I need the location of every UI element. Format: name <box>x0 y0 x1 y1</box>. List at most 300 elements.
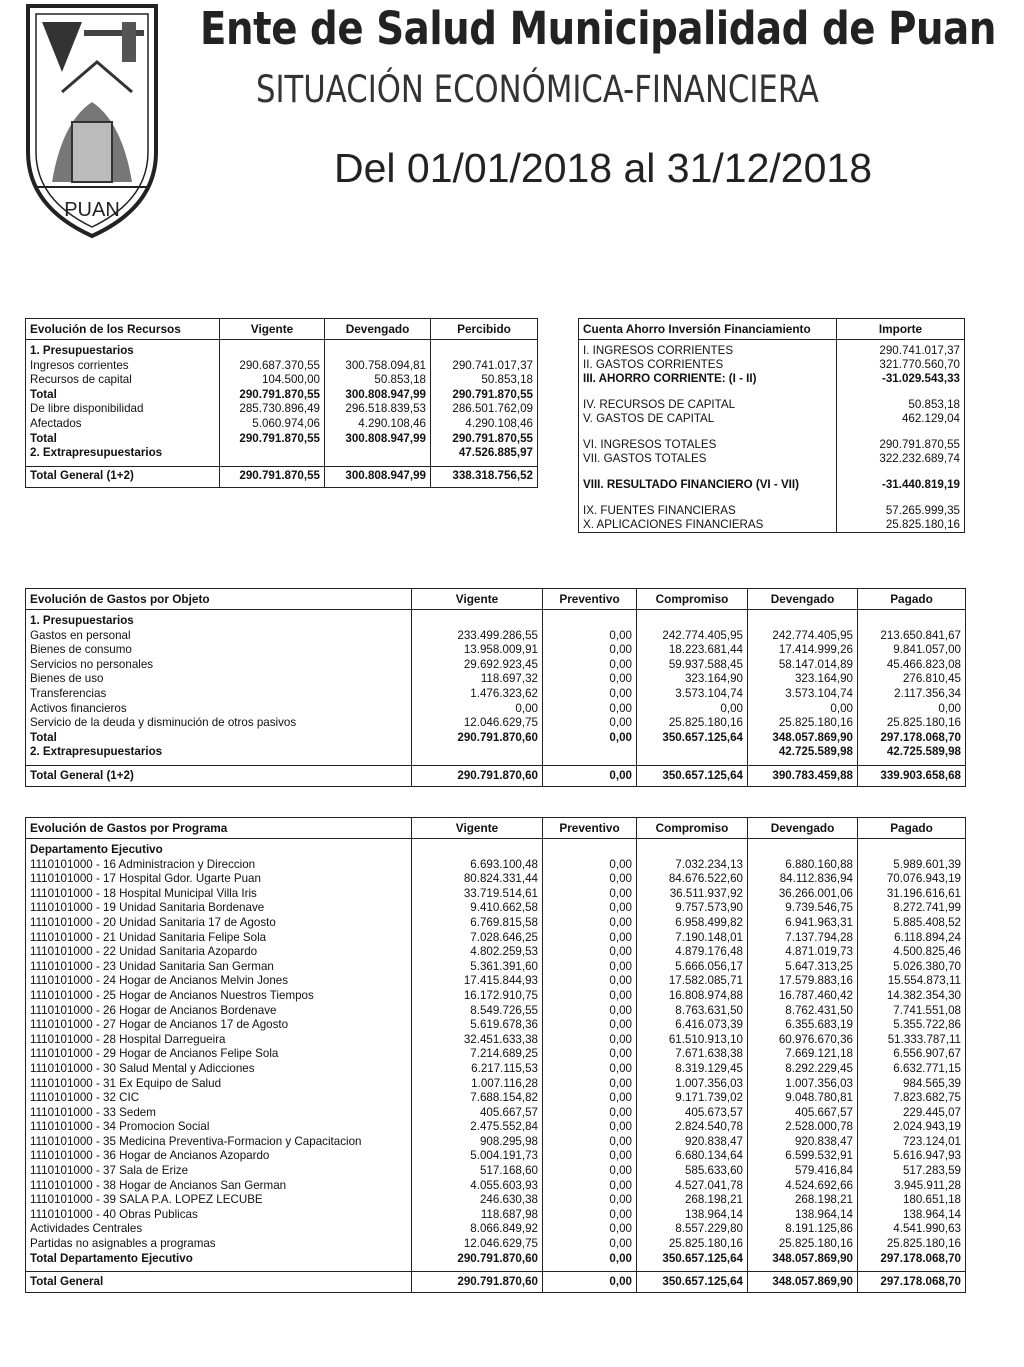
recursos-header-percibido: Percibido <box>431 319 538 340</box>
compromiso-cell: 2.824.540,78 <box>637 1120 748 1135</box>
vigente-cell: 517.168,60 <box>412 1164 543 1179</box>
row-label: II. GASTOS CORRIENTES <box>579 358 837 372</box>
preventivo-cell: 0,00 <box>543 1047 637 1062</box>
vigente-cell: 33.719.514,61 <box>412 887 543 902</box>
compromiso-cell: 1.007.356,03 <box>637 1077 748 1092</box>
pagado-cell: 70.076.943,19 <box>858 872 966 887</box>
vigente-cell <box>412 745 543 760</box>
vigente-cell <box>220 446 325 461</box>
objeto-header-preventivo: Preventivo <box>543 589 637 610</box>
devengado-cell: 405.667,57 <box>748 1106 858 1121</box>
table-row <box>26 901 966 916</box>
devengado-cell: 7.669.121,18 <box>748 1047 858 1062</box>
importe-cell: 57.265.999,35 <box>837 504 965 518</box>
row-label: De libre disponibilidad <box>26 402 220 417</box>
table-row <box>579 478 965 492</box>
compromiso-cell: 350.657.125,64 <box>637 731 748 746</box>
table-row <box>579 398 965 412</box>
devengado-cell: 348.057.869,90 <box>748 1252 858 1267</box>
preventivo-cell: 0,00 <box>543 1106 637 1121</box>
table-row <box>26 1120 966 1135</box>
percibido-cell: 47.526.885,97 <box>431 446 538 461</box>
table-row <box>26 340 538 359</box>
vigente-cell: 118.687,98 <box>412 1208 543 1223</box>
devengado-cell: 4.290.108,46 <box>325 417 431 432</box>
table-row <box>579 438 965 452</box>
table-row <box>26 745 966 760</box>
compromiso-cell: 7.671.638,38 <box>637 1047 748 1062</box>
pagado-cell: 15.554.873,11 <box>858 974 966 989</box>
table-row <box>579 340 965 359</box>
preventivo-cell: 0,00 <box>543 629 637 644</box>
importe-cell: 290.791.870,55 <box>837 438 965 452</box>
table-row <box>26 1164 966 1179</box>
vigente-cell: 6.693.100,48 <box>412 858 543 873</box>
row-label: 1110101000 - 37 Sala de Erize <box>26 1164 412 1179</box>
table-row <box>26 916 966 931</box>
vigente-cell: 7.028.646,25 <box>412 931 543 946</box>
row-label: 1110101000 - 20 Unidad Sanitaria 17 de Agosto <box>26 916 412 931</box>
table-row <box>26 1062 966 1077</box>
preventivo-cell <box>543 610 637 629</box>
devengado-cell: 300.808.947,99 <box>325 388 431 403</box>
pagado-cell: 14.382.354,30 <box>858 989 966 1004</box>
vigente-cell: 32.451.633,38 <box>412 1033 543 1048</box>
row-label: 1110101000 - 16 Administracion y Direccion <box>26 858 412 873</box>
preventivo-cell: 0,00 <box>543 887 637 902</box>
table-row <box>26 359 538 374</box>
pagado-cell: 229.445,07 <box>858 1106 966 1121</box>
row-label: III. AHORRO CORRIENTE: (I - II) <box>579 372 837 386</box>
pagado-cell: 138.964,14 <box>858 1208 966 1223</box>
table-row <box>26 1047 966 1062</box>
preventivo-cell: 0,00 <box>543 1077 637 1092</box>
devengado-cell: 348.057.869,90 <box>748 731 858 746</box>
row-label: 1110101000 - 21 Unidad Sanitaria Felipe Sola <box>26 931 412 946</box>
compromiso-cell: 61.510.913,10 <box>637 1033 748 1048</box>
preventivo-cell: 0,00 <box>543 643 637 658</box>
compromiso-cell <box>637 610 748 629</box>
vigente-cell: 290.791.870,60 <box>412 765 543 786</box>
pagado-cell: 4.500.825,46 <box>858 945 966 960</box>
devengado-cell: 4.524.692,66 <box>748 1179 858 1194</box>
programa-header-label: Evolución de Gastos por Programa <box>26 818 412 839</box>
row-label: 1110101000 - 18 Hospital Municipal Villa Iris <box>26 887 412 902</box>
table-row <box>26 702 966 717</box>
devengado-cell: 8.762.431,50 <box>748 1004 858 1019</box>
row-label: 1110101000 - 25 Hogar de Ancianos Nuestros Tiempos <box>26 989 412 1004</box>
devengado-cell: 6.355.683,19 <box>748 1018 858 1033</box>
preventivo-cell: 0,00 <box>543 1018 637 1033</box>
row-label: 1110101000 - 26 Hogar de Ancianos Bordenave <box>26 1004 412 1019</box>
pagado-cell: 5.355.722,86 <box>858 1018 966 1033</box>
preventivo-cell: 0,00 <box>543 731 637 746</box>
vigente-cell: 8.066.849,92 <box>412 1222 543 1237</box>
table-row <box>26 1222 966 1237</box>
compromiso-cell: 405.673,57 <box>637 1106 748 1121</box>
devengado-cell: 50.853,18 <box>325 373 431 388</box>
table-row <box>26 887 966 902</box>
row-label: Servicio de la deuda y disminución de otros pasivos <box>26 716 412 731</box>
preventivo-cell: 0,00 <box>543 931 637 946</box>
row-label: 1. Presupuestarios <box>26 610 412 629</box>
compromiso-cell: 6.416.073,39 <box>637 1018 748 1033</box>
preventivo-cell: 0,00 <box>543 687 637 702</box>
row-label: Total <box>26 388 220 403</box>
devengado-cell: 6.941.963,31 <box>748 916 858 931</box>
table-row <box>26 1149 966 1164</box>
row-label: 1110101000 - 31 Ex Equipo de Salud <box>26 1077 412 1092</box>
municipal-crest-logo <box>22 2 162 240</box>
page-title: Ente de Salud Municipalidad de Puan <box>200 2 996 55</box>
pagado-cell: 3.945.911,28 <box>858 1179 966 1194</box>
row-label: Afectados <box>26 417 220 432</box>
row-label: Partidas no asignables a programas <box>26 1237 412 1252</box>
table-row <box>26 945 966 960</box>
crest-label: PUAN <box>64 199 120 221</box>
vigente-cell: 12.046.629,75 <box>412 716 543 731</box>
percibido-cell: 286.501.762,09 <box>431 402 538 417</box>
row-label: Gastos en personal <box>26 629 412 644</box>
table-row <box>579 452 965 466</box>
vigente-cell: 12.046.629,75 <box>412 1237 543 1252</box>
vigente-cell: 17.415.844,93 <box>412 974 543 989</box>
devengado-cell: 17.414.999,26 <box>748 643 858 658</box>
compromiso-cell: 8.319.129,45 <box>637 1062 748 1077</box>
row-label: VIII. RESULTADO FINANCIERO (VI - VII) <box>579 478 837 492</box>
report-period: Del 01/01/2018 al 31/12/2018 <box>334 145 873 191</box>
compromiso-cell: 4.879.176,48 <box>637 945 748 960</box>
devengado-cell: 7.137.794,28 <box>748 931 858 946</box>
total-row <box>26 765 966 786</box>
table-row <box>26 432 538 447</box>
pagado-cell: 5.885.408,52 <box>858 916 966 931</box>
compromiso-cell: 6.958.499,82 <box>637 916 748 931</box>
table-row <box>26 1179 966 1194</box>
vigente-cell: 908.295,98 <box>412 1135 543 1150</box>
preventivo-cell: 0,00 <box>543 1193 637 1208</box>
devengado-cell: 8.292.229,45 <box>748 1062 858 1077</box>
table-row <box>26 974 966 989</box>
preventivo-cell: 0,00 <box>543 1222 637 1237</box>
compromiso-cell: 7.032.234,13 <box>637 858 748 873</box>
total-label: Total General (1+2) <box>26 765 412 786</box>
vigente-cell: 290.791.870,60 <box>412 1252 543 1267</box>
vigente-cell: 8.549.726,55 <box>412 1004 543 1019</box>
preventivo-cell: 0,00 <box>543 974 637 989</box>
percibido-cell: 338.318.756,52 <box>431 466 538 487</box>
vigente-cell: 6.217.115,53 <box>412 1062 543 1077</box>
vigente-cell: 104.500,00 <box>220 373 325 388</box>
devengado-cell: 25.825.180,16 <box>748 716 858 731</box>
compromiso-cell: 18.223.681,44 <box>637 643 748 658</box>
compromiso-cell: 4.527.041,78 <box>637 1179 748 1194</box>
table-row <box>26 1208 966 1223</box>
pagado-cell: 180.651,18 <box>858 1193 966 1208</box>
pagado-cell: 42.725.589,98 <box>858 745 966 760</box>
cuenta-header-label: Cuenta Ahorro Inversión Financiamiento <box>579 319 837 340</box>
row-label: 1110101000 - 34 Promocion Social <box>26 1120 412 1135</box>
table-row <box>26 1018 966 1033</box>
total-row <box>26 466 538 487</box>
pagado-cell: 5.026.380,70 <box>858 960 966 975</box>
table-row <box>26 610 966 629</box>
pagado-cell: 4.541.990,63 <box>858 1222 966 1237</box>
table-row <box>26 672 966 687</box>
importe-cell: 290.741.017,37 <box>837 340 965 359</box>
vigente-cell <box>220 340 325 359</box>
row-label: 1110101000 - 28 Hospital Darregueira <box>26 1033 412 1048</box>
vigente-cell: 9.410.662,58 <box>412 901 543 916</box>
vigente-cell: 4.802.259,53 <box>412 945 543 960</box>
table-row <box>26 629 966 644</box>
vigente-cell: 13.958.009,91 <box>412 643 543 658</box>
row-label: 1110101000 - 33 Sedem <box>26 1106 412 1121</box>
devengado-cell <box>748 610 858 629</box>
percibido-cell: 290.741.017,37 <box>431 359 538 374</box>
compromiso-cell: 323.164,90 <box>637 672 748 687</box>
pagado-cell: 9.841.057,00 <box>858 643 966 658</box>
objeto-header-compromiso: Compromiso <box>637 589 748 610</box>
vigente-cell: 405.667,57 <box>412 1106 543 1121</box>
row-label: 1110101000 - 17 Hospital Gdor. Ugarte Puan <box>26 872 412 887</box>
pagado-cell: 297.178.068,70 <box>858 1252 966 1267</box>
compromiso-cell: 6.680.134,64 <box>637 1149 748 1164</box>
row-label: Actividades Centrales <box>26 1222 412 1237</box>
row-label: Total <box>26 731 412 746</box>
vigente-cell: 80.824.331,44 <box>412 872 543 887</box>
preventivo-cell: 0,00 <box>543 702 637 717</box>
vigente-cell: 1.476.323,62 <box>412 687 543 702</box>
recursos-header-vigente: Vigente <box>220 319 325 340</box>
percibido-cell <box>431 340 538 359</box>
devengado-cell: 58.147.014,89 <box>748 658 858 673</box>
row-label: IX. FUENTES FINANCIERAS <box>579 504 837 518</box>
table-row <box>579 412 965 426</box>
devengado-cell: 579.416,84 <box>748 1164 858 1179</box>
table-row <box>26 839 966 858</box>
table-row <box>26 1193 966 1208</box>
total-label: Total General <box>26 1272 412 1293</box>
preventivo-cell: 0,00 <box>543 716 637 731</box>
row-label: Total <box>26 432 220 447</box>
row-label: 1110101000 - 24 Hogar de Ancianos Melvin Jones <box>26 974 412 989</box>
table-row <box>26 1106 966 1121</box>
vigente-cell: 6.769.815,58 <box>412 916 543 931</box>
preventivo-cell: 0,00 <box>543 1062 637 1077</box>
row-label: 2. Extrapresupuestarios <box>26 745 412 760</box>
compromiso-cell: 9.171.739,02 <box>637 1091 748 1106</box>
pagado-cell: 7.823.682,75 <box>858 1091 966 1106</box>
pagado-cell: 517.283,59 <box>858 1164 966 1179</box>
vigente-cell: 5.004.191,73 <box>412 1149 543 1164</box>
row-label: 1110101000 - 32 CIC <box>26 1091 412 1106</box>
devengado-cell: 348.057.869,90 <box>748 1272 858 1293</box>
preventivo-cell: 0,00 <box>543 765 637 786</box>
pagado-cell: 723.124,01 <box>858 1135 966 1150</box>
devengado-cell: 242.774.405,95 <box>748 629 858 644</box>
row-label: 1110101000 - 29 Hogar de Ancianos Felipe Sola <box>26 1047 412 1062</box>
preventivo-cell: 0,00 <box>543 1004 637 1019</box>
vigente-cell: 0,00 <box>412 702 543 717</box>
importe-cell: 25.825.180,16 <box>837 518 965 533</box>
vigente-cell: 5.060.974,06 <box>220 417 325 432</box>
compromiso-cell: 25.825.180,16 <box>637 716 748 731</box>
row-label: 1110101000 - 39 SALA P.A. LOPEZ LECUBE <box>26 1193 412 1208</box>
vigente-cell: 7.214.689,25 <box>412 1047 543 1062</box>
compromiso-cell: 36.511.937,92 <box>637 887 748 902</box>
vigente-cell: 285.730.896,49 <box>220 402 325 417</box>
devengado-cell: 920.838,47 <box>748 1135 858 1150</box>
devengado-cell: 25.825.180,16 <box>748 1237 858 1252</box>
pagado-cell: 25.825.180,16 <box>858 1237 966 1252</box>
pagado-cell: 25.825.180,16 <box>858 716 966 731</box>
preventivo-cell: 0,00 <box>543 1164 637 1179</box>
devengado-cell: 3.573.104,74 <box>748 687 858 702</box>
preventivo-cell: 0,00 <box>543 1135 637 1150</box>
pagado-cell: 5.616.947,93 <box>858 1149 966 1164</box>
pagado-cell: 984.565,39 <box>858 1077 966 1092</box>
compromiso-cell: 585.633,60 <box>637 1164 748 1179</box>
preventivo-cell: 0,00 <box>543 1149 637 1164</box>
devengado-cell <box>748 839 858 858</box>
preventivo-cell: 0,00 <box>543 1272 637 1293</box>
preventivo-cell: 0,00 <box>543 945 637 960</box>
table-row <box>26 960 966 975</box>
table-row <box>26 1135 966 1150</box>
row-label: Transferencias <box>26 687 412 702</box>
row-label: X. APLICACIONES FINANCIERAS <box>579 518 837 533</box>
row-label: 1110101000 - 23 Unidad Sanitaria San German <box>26 960 412 975</box>
vigente-cell <box>412 610 543 629</box>
devengado-cell <box>325 340 431 359</box>
devengado-cell: 323.164,90 <box>748 672 858 687</box>
devengado-cell: 84.112.836,94 <box>748 872 858 887</box>
importe-cell: 50.853,18 <box>837 398 965 412</box>
devengado-cell: 17.579.883,16 <box>748 974 858 989</box>
devengado-cell: 6.880.160,88 <box>748 858 858 873</box>
vigente-cell: 118.697,32 <box>412 672 543 687</box>
row-label: 1110101000 - 30 Salud Mental y Adicciones <box>26 1062 412 1077</box>
preventivo-cell: 0,00 <box>543 1252 637 1267</box>
total-row <box>26 1272 966 1293</box>
row-label: 1110101000 - 40 Obras Publicas <box>26 1208 412 1223</box>
compromiso-cell <box>637 745 748 760</box>
devengado-cell <box>325 446 431 461</box>
compromiso-cell <box>637 839 748 858</box>
devengado-cell: 9.739.546,75 <box>748 901 858 916</box>
pagado-cell: 0,00 <box>858 702 966 717</box>
preventivo-cell: 0,00 <box>543 1091 637 1106</box>
devengado-cell: 16.787.460,42 <box>748 989 858 1004</box>
pagado-cell <box>858 839 966 858</box>
row-label: VI. INGRESOS TOTALES <box>579 438 837 452</box>
compromiso-cell: 59.937.588,45 <box>637 658 748 673</box>
table-row <box>26 388 538 403</box>
table-row <box>26 1033 966 1048</box>
pagado-cell: 339.903.658,68 <box>858 765 966 786</box>
compromiso-cell: 3.573.104,74 <box>637 687 748 702</box>
pagado-cell: 45.466.823,08 <box>858 658 966 673</box>
vigente-cell: 246.630,38 <box>412 1193 543 1208</box>
vigente-cell: 290.791.870,55 <box>220 388 325 403</box>
table-row <box>26 716 966 731</box>
percibido-cell: 290.791.870,55 <box>431 388 538 403</box>
table-row <box>579 518 965 533</box>
objeto-header-vigente: Vigente <box>412 589 543 610</box>
row-label: V. GASTOS DE CAPITAL <box>579 412 837 426</box>
importe-cell: -31.029.543,33 <box>837 372 965 386</box>
programa-header-preventivo: Preventivo <box>543 818 637 839</box>
compromiso-cell: 8.557.229,80 <box>637 1222 748 1237</box>
preventivo-cell: 0,00 <box>543 1237 637 1252</box>
pagado-cell: 8.272.741,99 <box>858 901 966 916</box>
row-label: Total Departamento Ejecutivo <box>26 1252 412 1267</box>
vigente-cell: 5.619.678,36 <box>412 1018 543 1033</box>
preventivo-cell: 0,00 <box>543 1120 637 1135</box>
row-label: Recursos de capital <box>26 373 220 388</box>
table-row <box>26 658 966 673</box>
recursos-header-devengado: Devengado <box>325 319 431 340</box>
table-row <box>26 373 538 388</box>
row-label: 1110101000 - 36 Hogar de Ancianos Azopardo <box>26 1149 412 1164</box>
table-row <box>26 417 538 432</box>
importe-cell: 321.770.560,70 <box>837 358 965 372</box>
vigente-cell: 5.361.391,60 <box>412 960 543 975</box>
row-label: VII. GASTOS TOTALES <box>579 452 837 466</box>
vigente-cell: 290.687.370,55 <box>220 359 325 374</box>
compromiso-cell: 242.774.405,95 <box>637 629 748 644</box>
vigente-cell: 29.692.923,45 <box>412 658 543 673</box>
devengado-cell: 300.758.094,81 <box>325 359 431 374</box>
compromiso-cell: 16.808.974,88 <box>637 989 748 1004</box>
compromiso-cell: 138.964,14 <box>637 1208 748 1223</box>
preventivo-cell: 0,00 <box>543 916 637 931</box>
gastos-objeto-table <box>25 588 966 787</box>
compromiso-cell: 9.757.573,90 <box>637 901 748 916</box>
table-row <box>26 687 966 702</box>
preventivo-cell: 0,00 <box>543 901 637 916</box>
preventivo-cell: 0,00 <box>543 858 637 873</box>
vigente-cell: 290.791.870,60 <box>412 1272 543 1293</box>
table-row <box>26 989 966 1004</box>
row-label: 1110101000 - 35 Medicina Preventiva-Formacion y Capacitacion <box>26 1135 412 1150</box>
vigente-cell: 7.688.154,82 <box>412 1091 543 1106</box>
vigente-cell: 290.791.870,55 <box>220 432 325 447</box>
devengado-cell: 1.007.356,03 <box>748 1077 858 1092</box>
compromiso-cell: 84.676.522,60 <box>637 872 748 887</box>
pagado-cell: 6.118.894,24 <box>858 931 966 946</box>
pagado-cell: 213.650.841,67 <box>858 629 966 644</box>
row-label: Bienes de consumo <box>26 643 412 658</box>
compromiso-cell: 268.198,21 <box>637 1193 748 1208</box>
row-label: 1110101000 - 19 Unidad Sanitaria Bordenave <box>26 901 412 916</box>
vigente-cell: 290.791.870,60 <box>412 731 543 746</box>
pagado-cell: 31.196.616,61 <box>858 887 966 902</box>
row-label: Departamento Ejecutivo <box>26 839 412 858</box>
devengado-cell: 4.871.019,73 <box>748 945 858 960</box>
pagado-cell: 297.178.068,70 <box>858 1272 966 1293</box>
devengado-cell: 390.783.459,88 <box>748 765 858 786</box>
devengado-cell: 2.528.000,78 <box>748 1120 858 1135</box>
table-row <box>26 858 966 873</box>
vigente-cell <box>412 839 543 858</box>
compromiso-cell: 350.657.125,64 <box>637 1252 748 1267</box>
preventivo-cell: 0,00 <box>543 989 637 1004</box>
cuenta-header-importe: Importe <box>837 319 965 340</box>
devengado-cell: 300.808.947,99 <box>325 432 431 447</box>
row-label: Bienes de uso <box>26 672 412 687</box>
